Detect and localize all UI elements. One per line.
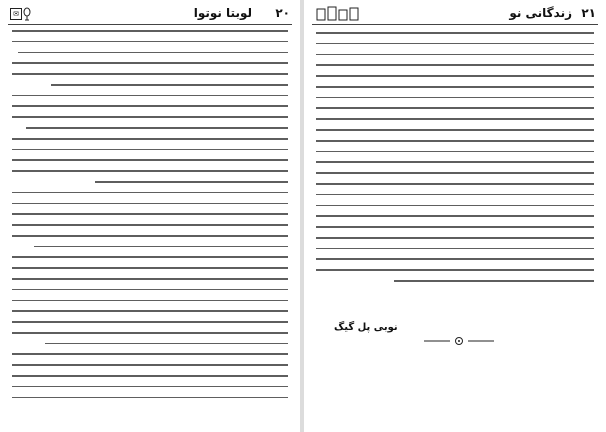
text-line [316, 161, 594, 163]
left-page-title: لوبتا نوتوا [193, 6, 252, 20]
text-line [12, 332, 288, 334]
text-line [394, 280, 594, 282]
text-line [316, 183, 594, 185]
lamp-icon [22, 7, 32, 21]
text-line [316, 54, 594, 56]
text-line [12, 267, 288, 269]
text-line [12, 30, 288, 32]
text-line [12, 213, 288, 215]
text-line [12, 170, 288, 172]
text-line [12, 95, 288, 97]
text-line [316, 194, 594, 196]
text-line [316, 43, 594, 45]
right-page [304, 0, 606, 432]
text-line [316, 172, 594, 174]
text-line [12, 138, 288, 140]
text-line [12, 235, 288, 237]
text-line [316, 226, 594, 228]
right-page-title: زندگانی نو [509, 6, 572, 20]
ornamental-divider-icon [424, 336, 494, 346]
left-page-text-block [12, 30, 288, 407]
text-line [316, 258, 594, 260]
text-line [12, 289, 288, 291]
text-line [12, 149, 288, 151]
text-line [316, 248, 594, 250]
text-line [45, 343, 288, 345]
text-line [12, 397, 288, 399]
text-line [12, 105, 288, 107]
text-line [316, 107, 594, 109]
text-line [12, 192, 288, 194]
text-line [316, 151, 594, 153]
text-line [12, 278, 288, 280]
books-icon [316, 6, 360, 21]
text-line [316, 205, 594, 207]
text-line [12, 203, 288, 205]
text-line [18, 52, 288, 54]
text-line [316, 86, 594, 88]
text-line [95, 181, 288, 183]
text-line [12, 364, 288, 366]
signature: نوبی پل گیگ [334, 322, 398, 333]
text-line [12, 224, 288, 226]
text-line [316, 32, 594, 34]
left-page [0, 0, 300, 432]
text-line [316, 75, 594, 77]
seal-icon: ✉ [10, 8, 22, 20]
text-line [12, 310, 288, 312]
left-page-header [8, 6, 292, 25]
right-page-text-block [316, 32, 594, 291]
text-line [12, 41, 288, 43]
text-line [26, 127, 288, 129]
text-line [316, 237, 594, 239]
text-line [316, 215, 594, 217]
text-line [12, 256, 288, 258]
text-line [12, 73, 288, 75]
text-line [12, 386, 288, 388]
text-line [12, 300, 288, 302]
text-line [316, 269, 594, 271]
text-line [12, 321, 288, 323]
text-line [12, 353, 288, 355]
text-line [12, 62, 288, 64]
text-line [12, 375, 288, 377]
text-line [12, 116, 288, 118]
text-line [34, 246, 288, 248]
left-page-number: ۲۰ [275, 6, 290, 20]
text-line [316, 129, 594, 131]
text-line [316, 118, 594, 120]
text-line [316, 97, 594, 99]
text-line [12, 159, 288, 161]
right-page-header [312, 6, 598, 25]
text-line [316, 64, 594, 66]
text-line [316, 140, 594, 142]
text-line [51, 84, 288, 86]
right-page-number: ۲۱ [581, 6, 596, 20]
